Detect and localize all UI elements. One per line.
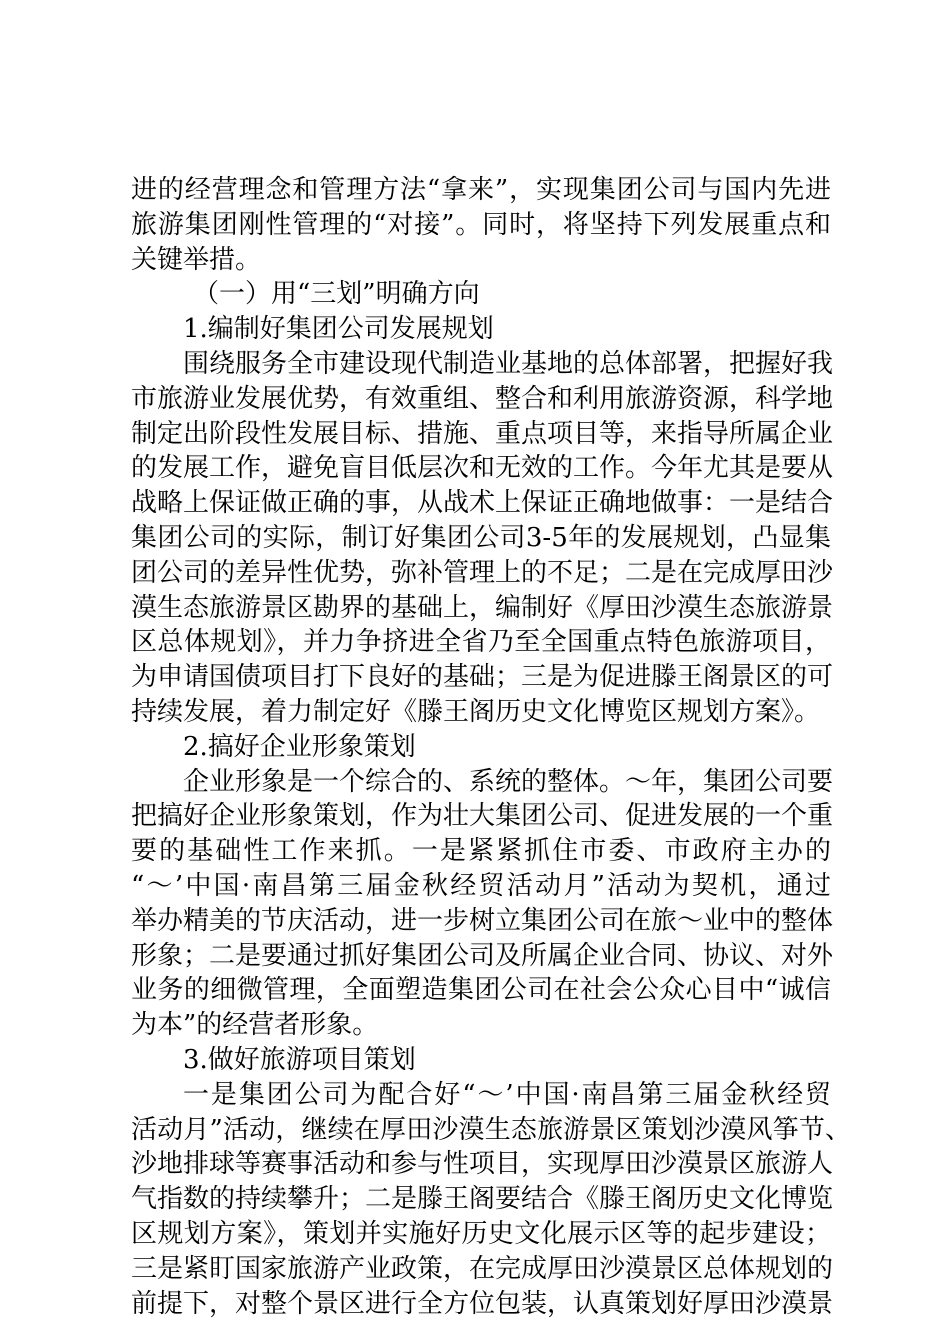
body-line: “～’中国·南昌第三届金秋经贸活动月”活动为契机，通过 xyxy=(131,870,831,901)
body-line: 区总体规划》，并力争挤进全省乃至全国重点特色旅游项目， xyxy=(131,627,831,658)
paragraph-first-line: 一是集团公司为配合好“～’中国·南昌第三届金秋经贸 xyxy=(183,1079,831,1110)
document-body xyxy=(131,173,851,1321)
body-line: 为申请国债项目打下良好的基础；三是为促进滕王阁景区的可 xyxy=(131,662,834,693)
body-line: 举办精美的节庆活动，进一步树立集团公司在旅～业中的整体 xyxy=(131,905,834,936)
body-line: 制定出阶段性发展目标、措施、重点项目等，来指导所属企业 xyxy=(131,418,834,449)
body-line: 集团公司的实际，制订好集团公司3-5年的发展规划，凸显集 xyxy=(131,522,831,553)
section-heading: （一）用“三划”明确方向 xyxy=(193,279,480,310)
body-line: 把搞好企业形象策划，作为壮大集团公司、促进发展的一个重 xyxy=(131,801,834,832)
subsection-heading: 1.编制好集团公司发展规划 xyxy=(183,314,494,345)
body-line: 业务的细微管理，全面塑造集团公司在社会公众心目中“诚信 xyxy=(131,975,831,1006)
body-line: 形象；二是要通过抓好集团公司及所属企业合同、协议、对外 xyxy=(131,940,834,971)
body-line: 的发展工作，避免盲目低层次和无效的工作。今年尤其是要从 xyxy=(131,453,834,484)
body-line: 气指数的持续攀升；二是滕王阁要结合《滕王阁历史文化博览 xyxy=(131,1184,834,1215)
body-line: 团公司的差异性优势，弥补管理上的不足；二是在完成厚田沙 xyxy=(131,557,834,588)
body-line: 前提下，对整个景区进行全方位包装，认真策划好厚田沙漠景 xyxy=(131,1288,834,1319)
body-line: 沙地排球等赛事活动和参与性项目，实现厚田沙漠景区旅游人 xyxy=(131,1149,834,1180)
paragraph-first-line: 企业形象是一个综合的、系统的整体。～年，集团公司要 xyxy=(183,766,834,797)
paragraph-first-line: 围绕服务全市建设现代制造业基地的总体部署，把握好我 xyxy=(183,348,834,379)
body-line: 市旅游业发展优势，有效重组、整合和利用旅游资源，科学地 xyxy=(131,383,834,414)
body-line: 战略上保证做正确的事，从战术上保证正确地做事：一是结合 xyxy=(131,488,834,519)
body-line: 持续发展，着力制定好《滕王阁历史文化博览区规划方案》。 xyxy=(131,696,821,727)
body-line: 进的经营理念和管理方法“拿来”，实现集团公司与国内先进 xyxy=(131,175,831,205)
body-line: 旅游集团刚性管理的“对接”。同时，将坚持下列发展重点和 xyxy=(131,209,831,240)
body-line: 活动月”活动，继续在厚田沙漠生态旅游景区策划沙漠风筝节、 xyxy=(131,1114,851,1145)
body-line: 漠生态旅游景区勘界的基础上，编制好《厚田沙漠生态旅游景 xyxy=(131,592,834,623)
subsection-heading: 2.搞好企业形象策划 xyxy=(183,731,416,762)
subsection-heading: 3.做好旅游项目策划 xyxy=(183,1044,416,1075)
body-line: 三是紧盯国家旅游产业政策，在完成厚田沙漠景区总体规划的 xyxy=(131,1253,834,1284)
body-line: 为本”的经营者形象。 xyxy=(131,1010,379,1041)
body-line: 关键举措。 xyxy=(131,244,262,275)
body-line: 区规划方案》，策划并实施好历史文化展示区等的起步建设； xyxy=(131,1218,831,1249)
body-line: 要的基础性工作来抓。一是紧紧抓住市委、市政府主办的 xyxy=(131,836,831,867)
